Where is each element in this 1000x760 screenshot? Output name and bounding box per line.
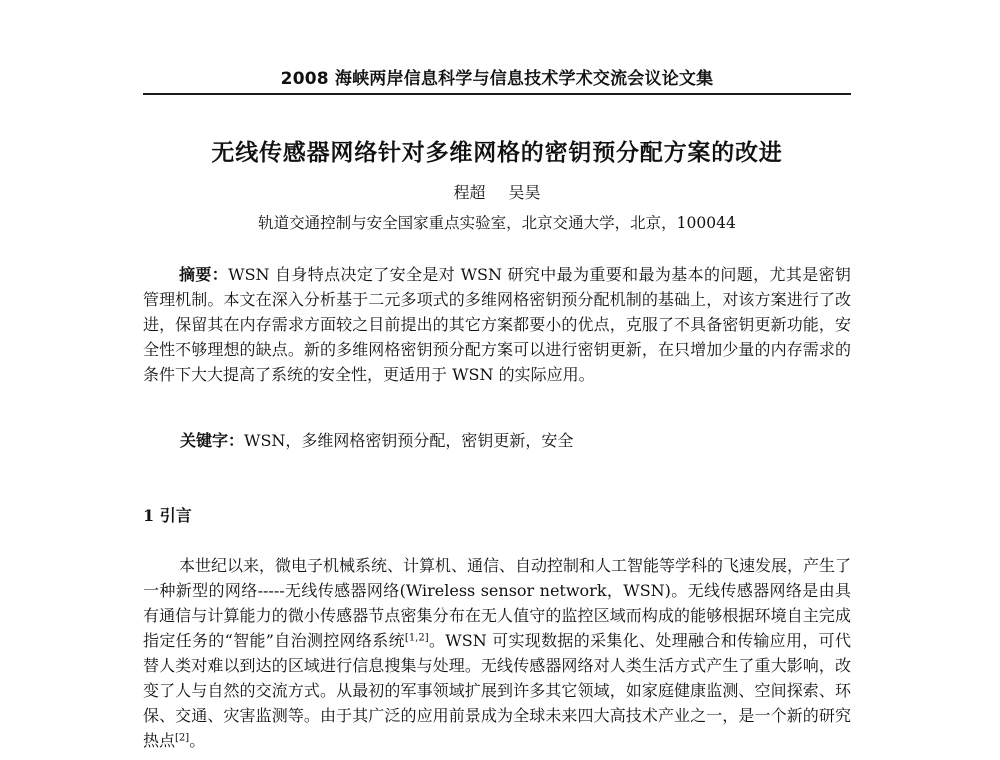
affiliation: 轨道交通控制与安全国家重点实验室，北京交通大学，北京，100044 xyxy=(258,214,736,232)
citation-1-2: [1,2] xyxy=(404,632,429,644)
intro-part-3: 。 xyxy=(189,731,206,750)
section-heading-introduction: 1 引言 xyxy=(143,506,192,525)
citation-2: [2] xyxy=(175,732,190,744)
abstract-paragraph xyxy=(143,262,851,387)
abstract xyxy=(143,262,851,387)
running-header: 2008 海峡两岸信息科学与信息技术学术交流会议论文集 xyxy=(280,69,714,89)
intro-part-1: 本世纪以来，微电子机械系统、计算机、通信、自动控制和人工智能等学科的飞速发展，产生了一种新型的网络-----无线传感器网络(Wireless sensor network，WSN)。无线传感器网络是由具有通信与计算能力的微小传感器节点密集分布在无人值守的监控区域而构成的能够根据环境自主完成指定任务的“智能”自治测控网络系统 xyxy=(143,556,852,650)
introduction-paragraph xyxy=(143,553,851,753)
authors: 程超 吴昊 xyxy=(453,183,541,202)
paper-title: 无线传感器网络针对多维网格的密钥预分配方案的改进 xyxy=(211,140,783,166)
keywords-label: 关键字： xyxy=(180,431,245,450)
keywords-text: WSN，多维网格密钥预分配，密钥更新，安全 xyxy=(244,431,574,450)
introduction-body xyxy=(143,553,851,753)
intro-part-2: 。WSN 可实现数据的采集化、处理融合和传输应用，可代替人类对难以到达的区域进行信息搜集与处理。无线传感器网络对人类生活方式产生了重大影响，改变了人与自然的交流方式。从最初的军事领域扩展到许多其它领域，如家庭健康监测、空间探索、环保、交通、灾害监测等。由于其广泛的应用前景成为全球未来四大高技术产业之一，是一个新的研究热点 xyxy=(143,631,851,750)
header-rule xyxy=(143,93,851,95)
abstract-text: WSN 自身特点决定了安全是对 WSN 研究中最为重要和最为基本的问题，尤其是密钥管理机制。本文在深入分析基于二元多项式的多维网格密钥预分配机制的基础上，对该方案进行了改进，保留其在内存需求方面较之目前提出的其它方案都要小的优点，克服了不具备密钥更新功能，安全性不够理想的缺点。新的多维网格密钥预分配方案可以进行密钥更新，在只增加少量的内存需求的条件下大大提高了系统的安全性，更适用于 WSN 的实际应用。 xyxy=(143,265,851,384)
abstract-label: 摘要： xyxy=(179,265,229,284)
keywords xyxy=(180,429,850,453)
